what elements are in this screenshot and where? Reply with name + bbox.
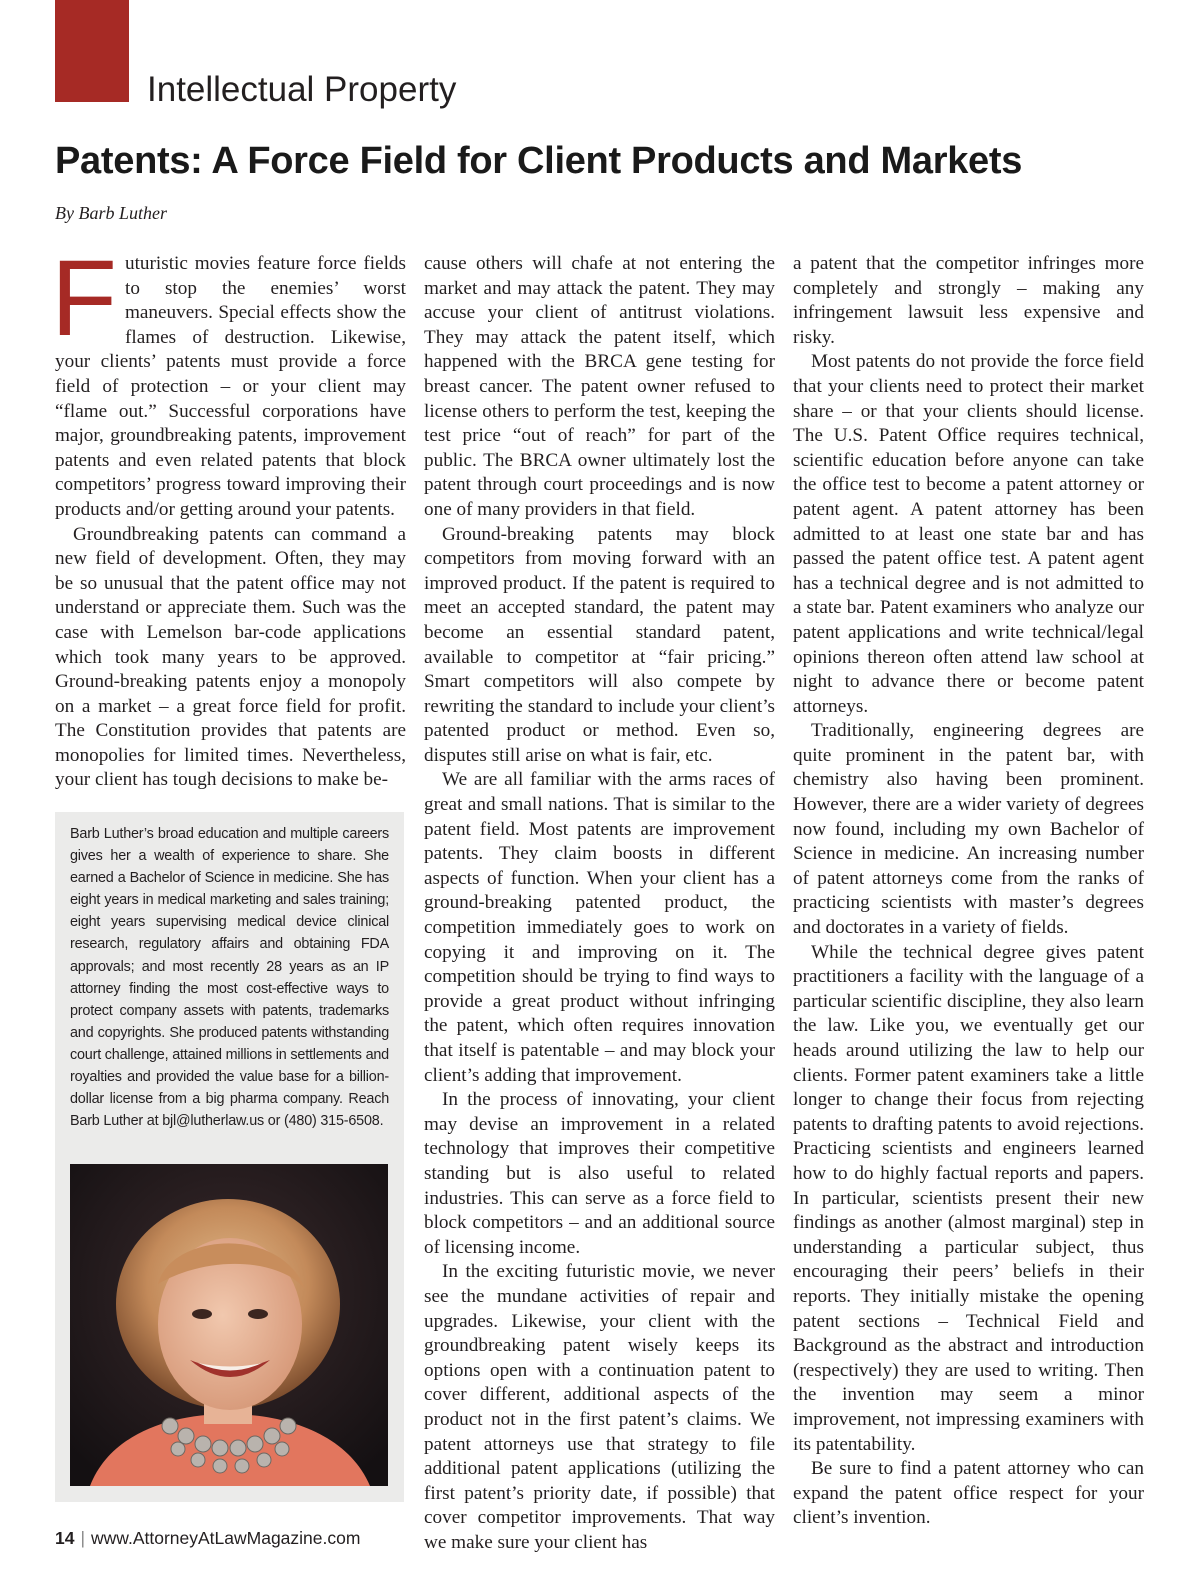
article-column-2	[424, 252, 775, 1555]
article-column-3	[793, 252, 1144, 1531]
article-paragraph: Most patents do not provide the force field that your clients need to protect their market share – or that your clients should license. The U.S. Patent Office requires technical, scientific education before anyone can take the office test to become a patent attorney or patent agent. A patent attorney has been admitted to at least one state bar and has passed the patent office test. A patent agent has a technical degree and is not admitted to a state bar. Patent examiners who analyze our patent applications and write technical/legal opinions thereon often attend law school at night to advance there or become patent attorneys.	[793, 351, 1144, 717]
article-title: Patents: A Force Field for Client Products and Markets	[55, 140, 1023, 182]
page-footer	[55, 1528, 360, 1549]
section-color-block	[55, 0, 129, 102]
magazine-website-link[interactable]: www.AttorneyAtLawMagazine.com	[91, 1528, 361, 1548]
article-paragraph: a patent that the competitor infringes more completely and strongly – making any infringement lawsuit less expensive and risky.	[793, 253, 1144, 348]
article-paragraph: In the exciting futuristic movie, we never see the mundane activities of repair and upgrades. Likewise, your client with the groundbreaking patent wisely keeps its options open with a continuation patent to cover different, additional aspects of the product not in the first patent’s claims. We patent attorneys use that strategy to file additional patent applications (utilizing the first patent’s priority date, if possible) that cover competitor improvements. That way we make sure your client has	[424, 1261, 775, 1553]
author-photo	[70, 1164, 388, 1486]
author-portrait-image	[70, 1164, 388, 1486]
article-paragraph: We are all familiar with the arms races of great and small nations. That is similar to the patent field. Most patents are improvement patents. They claim boosts in different aspects of function. When your client has a ground-breaking patented product, the competition immediately goes to work on copying it and improving on it. The competition should be trying to find ways to provide a great product without infringing the patent, which often requires innovation that itself is patentable – and may block your client’s adding that improvement.	[424, 769, 775, 1086]
article-byline: By Barb Luther	[55, 203, 167, 223]
article-paragraph: In the process of innovating, your client may devise an improvement in a related technology that improves their competitive standing but is also useful to related industries. This can serve as a force field to block competitors – and an additional source of licensing income.	[424, 1089, 775, 1258]
article-column-1	[51, 237, 406, 793]
article-paragraph: While the technical degree gives patent practitioners a facility with the language of a particular scientific discipline, they also learn the law. Like you, we eventually get our heads around utilizing the law to help our clients. Former patent examiners take a little longer to change their focus from rejecting patents to drafting patents to avoid rejections. Practicing scientists and engineers learned how to do highly factual reports and papers. In particular, scientists present their new findings as another (almost marginal) step in understanding a particular subject, thus encouraging their peers’ beliefs in their reports. They initially mistake the opening patent sections – Technical Field and Background as the abstract and introduction (respectively) they are used to writing. Then the invention may seem a minor improvement, not impressing examiners with its patentability.	[793, 941, 1144, 1455]
article-paragraph: Be sure to find a patent attorney who can expand the patent office respect for your client’s invention.	[793, 1458, 1144, 1529]
section-label: Intellectual Property	[147, 70, 457, 109]
article-paragraph	[51, 237, 406, 523]
article-paragraph: Traditionally, engineering degrees are quite prominent in the patent bar, with chemistry also having been prominent. However, there are a wider variety of degrees now found, including my own Bachelor of Science in medicine. An increasing number of patent attorneys come from the ranks of practicing scientists with master’s degrees and doctorates in a variety of fields.	[793, 720, 1144, 939]
author-bio-text: Barb Luther’s broad education and multiple careers gives her a wealth of experience to share. She earned a Bachelor of Science in medicine. She has eight years in medical marketing and sales training; eight years supervising medical device clinical research, regulatory affairs and obtaining FDA approvals; and most recently 28 years as an IP attorney finding the most cost-effective ways to protect company assets with patents, trademarks and copyrights. She produced patents withstanding court challenge, attained millions in settlements and royalties and provided the value base for a billion-dollar license from a big pharma company. Reach Barb Luther at bjl@lutherlaw.us or (480) 315-6508.	[70, 826, 389, 1130]
article-paragraph: Ground-breaking patents may block competitors from moving forward with an improved product. If the patent is required to meet an accepted standard, the patent may become an essential standard patent, available to competitor at “fair pricing.” Smart competitors will also compete by rewriting the standard to include your client’s patented product or method. Even so, disputes still arise on what is fair, etc.	[424, 523, 775, 766]
footer-separator: |	[80, 1528, 86, 1548]
page-number: 14	[55, 1528, 75, 1548]
paragraph-text: uturistic movies feature force fields to stop the enemies’ worst maneuvers. Special effects show the flames of destruction. Likewise, your clients’ patents must provide a force field of protection – or your client may “flame out.” Successful corporations have major, groundbreaking patents, improvement patents and even related patents that block competitors’ progress toward improving their products and/or getting around your patents.	[55, 253, 406, 520]
article-paragraph: Groundbreaking patents can command a new field of development. Often, they may be so unusual that the patent office may not understand or appreciate them. Such was the case with Lemelson bar-code applications which took many years to be approved. Ground-breaking patents enjoy a monopoly on a market – a great force field for profit. The Constitution provides that patents are monopolies for limited times. Nevertheless, your client has tough decisions to make be-	[55, 523, 406, 791]
drop-cap: F	[51, 237, 117, 358]
article-paragraph: cause others will chafe at not entering the market and may attack the patent. They may accuse your client of antitrust violations. They may attack the patent itself, which happened with the BRCA gene testing for breast cancer. The patent owner refused to license others to perform the test, keeping the test price “out of reach” for part of the public. The BRCA owner ultimately lost the patent through court proceedings and is now one of many providers in that field.	[424, 253, 775, 520]
